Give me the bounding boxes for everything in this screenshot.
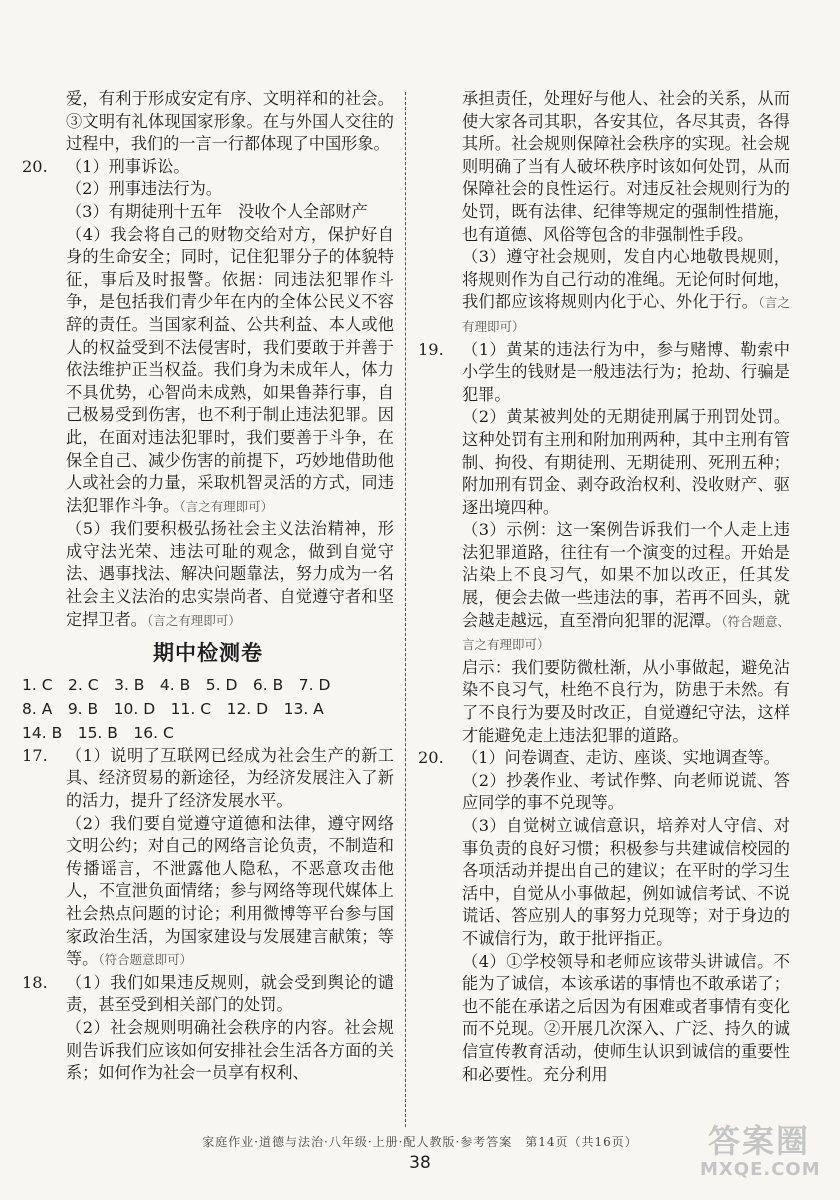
answer-part-2 — [66, 813, 394, 972]
watermark-text: 答案圈 — [707, 1122, 810, 1160]
column-divider — [405, 92, 406, 1127]
grading-note: （言之有理即可） — [179, 498, 274, 514]
grading-note: （言之有理即可） — [462, 295, 790, 334]
answer-part-3: （3）有期徒刑十五年 没收个人全部财产 — [66, 201, 368, 221]
grading-note: （符合题意即可） — [98, 952, 193, 968]
question-number: 20. — [418, 748, 444, 768]
question-number: 17. — [22, 745, 48, 765]
answer-text: （4）我会将自己的财物交给对方，保护好自身的生命安全；同时，记住犯罪分子的体貌特征，事后及时报警。依据：同违法犯罪作斗争，是包括我们青少年在内的全体公民义不容辞的责任。当国家利益、公共利益、本人或他人的权益受到不法侵害时，我们要敢于并善于依法维护正当权益。我们身为未成年人，体力不具优势，心智尚未成熟，如果鲁莽行事，自己极易受到伤害，也不利于制止违法犯罪。因此，在面对违法犯罪时，我们要善于斗争，在保全自己、减少伤害的前提下，巧妙地借助他人或社会的力量，采取机智灵活的方式，同违法犯罪作斗争。 — [66, 224, 394, 515]
answer-part-5 — [66, 518, 394, 632]
answer-text: （3）示例：这一案例告诉我们一个人走上违法犯罪道路，往往有一个演变的过程。开始是沾染上不良习气，如果不加以改正，任其发展，便会去做一些违法的事，若再不回头，就会越走越远，直至滑向犯罪的泥潭。 — [462, 520, 790, 630]
answer-part-1: （1）我们如果违反规则，就会受到舆论的谴责，甚至受到相关部门的处罚。 — [66, 972, 394, 1015]
page-number: 38 — [409, 1153, 431, 1173]
answer-part-3 — [418, 246, 790, 338]
page-footer: 家庭作业·道德与法治·八年级·上册·配人教版·参考答案 第14页（共16页） — [202, 1135, 638, 1149]
question-19-answer — [418, 339, 790, 748]
mcq-row: 8. A 9. B 10. D 11. C 12. D 13. A — [22, 699, 324, 718]
mcq-row: 1. C 2. C 3. B 4. B 5. D 6. B 7. D — [22, 675, 331, 694]
answer-part-4 — [66, 224, 394, 519]
watermark-logo — [700, 1122, 821, 1188]
grading-note: （言之有理即可） — [146, 612, 241, 628]
answer-part-1: （1）黄某的违法行为中，参与赌博、勒索中小学生的钱财是一般违法行为；抢劫、行骗是犯罪。 — [462, 339, 790, 404]
answer-part-4: （4）①学校领导和老师应该带头讲诚信。不能为了诚信，本该承诺的事情也不敢承诺了；也不能在承诺之后因为有困难或者事情有变化而不兑现。②开展几次深入、广泛、持久的诚信宣传教育活动，使师生认识到诚信的重要性和必要性。充分利用 — [462, 951, 790, 1084]
answer-part-1: （1）说明了互联网已经成为社会生产的新工具、经济贸易的新途径，为经济发展注入了新的活力，提升了经济发展水平。 — [66, 745, 394, 811]
answer-inspiration: 启示：我们要防微杜渐，从小事做起，避免沾染不良习气，杜绝不良行为，防患于未然。有了不良行为要及时改正，自觉遵纪守法，这样才能避免走上违法犯罪的道路。 — [462, 657, 790, 745]
continued-answer: 爱，有利于形成安定有序、文明祥和的社会。③文明有礼体现国家形象。在与外国人交往的过程中，我们的一言一行都体现了中国形象。 — [66, 89, 394, 154]
mcq-row: 14. B 15. B 16. C — [22, 723, 174, 742]
answer-part-1: （1）问卷调查、走访、座谈、实地调查等。 — [462, 748, 780, 768]
question-number: 19. — [418, 339, 444, 359]
question-17-answer — [22, 745, 394, 972]
grading-note: （符合题意、言之有理即可） — [462, 613, 790, 653]
answer-text: （5）我们要积极弘扬社会主义法治精神，形成守法光荣、违法可耻的观念，做到自觉守法、遇事找法、解决问题靠法，努力成为一名社会主义法治的忠实崇尚者、自觉遵守者和坚定捍卫者。 — [66, 519, 394, 629]
right-column — [418, 88, 790, 1086]
answer-part-2: （2）刑事违法行为。 — [66, 179, 222, 199]
left-column — [22, 88, 394, 1085]
answer-part-1: （1）刑事诉讼。 — [66, 156, 190, 176]
question-20-answer — [418, 747, 790, 1086]
question-number: 20. — [22, 156, 48, 176]
answer-text: （3）遵守社会规则，发自内心地敬畏规则，将规则作为自己行动的准绳。无论何时何地，我们都应该将规则内化于心、外化于行。 — [462, 247, 790, 312]
answer-part-3: （3）自觉树立诚信意识，培养对人守信、对事负责的良好习惯；积极参与共建诚信校园的各项活动并提出自己的建议；在平时的学习生活中，自觉从小事做起，例如诚信考试、不说谎话、答应别人的事努力兑现等；对于身边的不诚信行为，敢于批评指正。 — [462, 816, 790, 948]
question-18-answer — [22, 972, 394, 1085]
multiple-choice-answers — [22, 673, 394, 745]
answer-part-2: （2）社会规则明确社会秩序的内容。社会规则告诉我们应该如何安排社会生活各方面的关系；如何作为社会一员享有权利、 — [66, 1017, 394, 1083]
question-20-answer — [22, 156, 394, 632]
answer-part-2: （2）黄某被判处的无期徒刑属于刑罚处罚。这种处罚有主刑和附加刑两种，其中主刑有管制、拘役、有期徒刑、无期徒刑、死刑五种；附加刑有罚金、剥夺政治权利、没收财产、驱逐出境四种。 — [462, 407, 790, 517]
section-title: 期中检测卷 — [153, 641, 263, 666]
answer-text: （2）我们要自觉遵守道德和法律，遵守网络文明公约；对自己的网络言论负责，不制造和传播谣言，不泄露他人隐私，不恶意攻击他人，不宣泄负面情绪；参与网络等现代媒体上社会热点问题的讨论；利用微博等平台参与国家政治生活，为国家建设与发展建言献策；等等。 — [66, 813, 394, 969]
continued-answer: 承担责任，处理好与他人、社会的关系，从而使大家各司其职，各安其位，各尽其责，各得其所。社会规则保障社会秩序的实现。社会规则明确了当有人破坏秩序时该如何处罚，从而保障社会的良性运行。对违反社会规则行为的处罚，既有法律、纪律等规定的强制性措施，也有道德、风俗等包含的非强制性手段。 — [462, 89, 790, 244]
watermark-url: MXQE.COM — [700, 1159, 821, 1180]
answer-part-2: （2）抄袭作业、考试作弊、向老师说谎、答应同学的事不兑现等。 — [462, 770, 790, 813]
question-number: 18. — [22, 972, 48, 992]
answer-part-3 — [462, 519, 790, 657]
